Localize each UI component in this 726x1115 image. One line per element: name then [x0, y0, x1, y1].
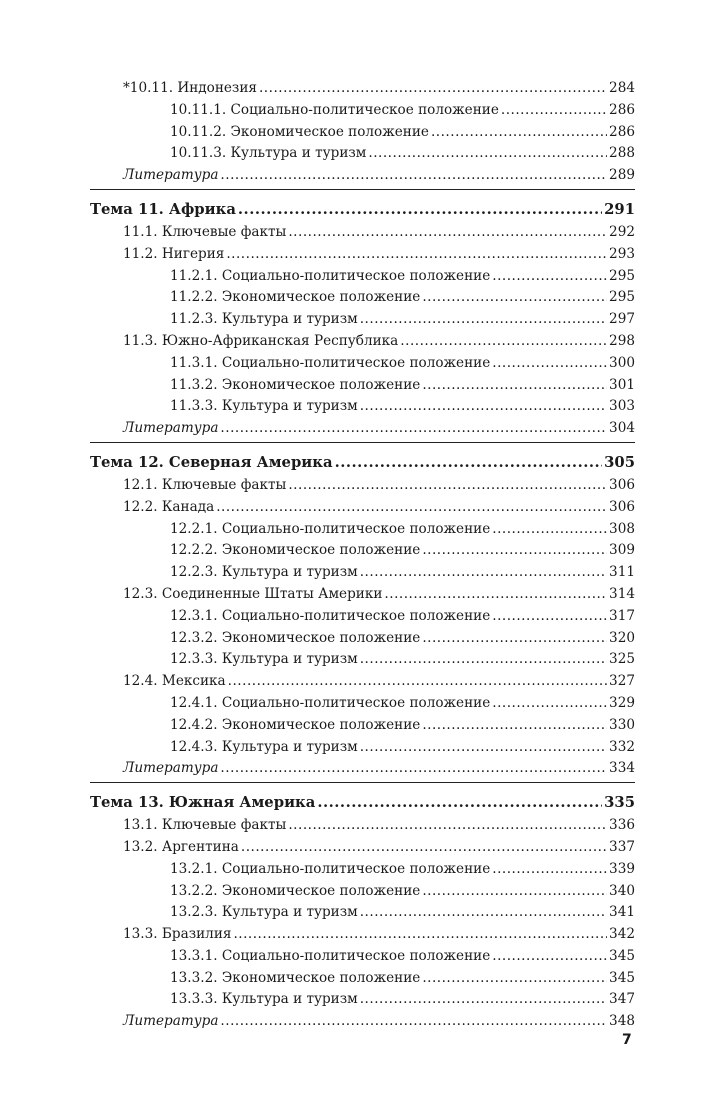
- toc-entry-title: 10.11.1. Социально-политическое положение: [170, 101, 499, 118]
- toc-entry-page: 335: [604, 794, 635, 812]
- toc-entry: [90, 222, 635, 244]
- toc-entry-page: 348: [609, 1013, 635, 1030]
- toc-entry: [90, 519, 635, 541]
- dot-leader: [422, 968, 607, 990]
- toc-entry-title: 13.2.3. Культура и туризм: [170, 904, 358, 921]
- toc-entry-title: 12.2. Канада: [123, 498, 215, 515]
- section-divider: [90, 782, 635, 783]
- dot-leader: [360, 902, 607, 924]
- toc-entry-title: 11.2.1. Социально-политическое положение: [170, 267, 491, 284]
- dot-leader: [226, 244, 607, 266]
- toc-entry-page: 332: [609, 738, 635, 755]
- toc-entry-page: 303: [609, 398, 635, 415]
- toc-entry: [90, 671, 635, 693]
- toc-entry: [90, 540, 635, 562]
- toc-entry-title: 11.3.1. Социально-политическое положение: [170, 354, 491, 371]
- toc-entry: [90, 758, 635, 780]
- toc-entry-title: Литература: [123, 1013, 219, 1030]
- toc-entry-page: 306: [609, 498, 635, 515]
- toc-entry-page: 345: [609, 969, 635, 986]
- dot-leader: [288, 815, 607, 837]
- dot-leader: [220, 758, 607, 780]
- toc-entry-page: 295: [609, 289, 635, 306]
- toc-entry-title: 11.3.3. Культура и туризм: [170, 398, 358, 415]
- toc-entry-title: 12.4.2. Экономическое положение: [170, 716, 421, 733]
- dot-leader: [492, 946, 607, 968]
- dot-leader: [335, 450, 603, 475]
- dot-leader: [228, 671, 607, 693]
- toc-entry-title: 13.3.3. Культура и туризм: [170, 991, 358, 1008]
- section-divider: [90, 442, 635, 443]
- toc-entry-title: 13.1. Ключевые факты: [123, 817, 287, 834]
- dot-leader: [216, 497, 607, 519]
- toc-entry-page: 284: [609, 80, 635, 96]
- toc-entry-title: 12.4.1. Социально-политическое положение: [170, 694, 491, 711]
- toc-entry: [90, 266, 635, 288]
- dot-leader: [317, 790, 602, 815]
- toc-entry: [90, 715, 635, 737]
- toc-entry: [90, 418, 635, 440]
- dot-leader: [241, 837, 607, 859]
- toc-entry-page: 347: [609, 991, 635, 1008]
- toc-entry-page: 300: [609, 354, 635, 371]
- dot-leader: [422, 715, 607, 737]
- toc-entry-page: 301: [609, 376, 635, 393]
- toc-entry-page: 314: [609, 585, 635, 602]
- toc-entry-page: 305: [604, 453, 635, 471]
- toc-entry: [90, 562, 635, 584]
- toc-entry: [90, 902, 635, 924]
- toc-entry: [90, 497, 635, 519]
- dot-leader: [220, 1011, 607, 1033]
- dot-leader: [492, 606, 607, 628]
- toc-entry-page: 336: [609, 817, 635, 834]
- dot-leader: [259, 78, 607, 100]
- dot-leader: [422, 540, 607, 562]
- dot-leader: [360, 989, 607, 1011]
- toc-entry-page: 329: [609, 694, 635, 711]
- toc-entry-page: 286: [609, 123, 635, 140]
- toc-entry-title: 12.2.3. Культура и туризм: [170, 564, 358, 581]
- toc-entry: [90, 309, 635, 331]
- toc-entry: [90, 606, 635, 628]
- toc-entry-page: 297: [609, 311, 635, 328]
- toc-entry-page: 317: [609, 607, 635, 624]
- toc-entry-title: 13.2.1. Социально-политическое положение: [170, 860, 491, 877]
- dot-leader: [422, 375, 607, 397]
- toc-entry-title: Тема 11. Африка: [90, 200, 236, 218]
- toc-entry: [90, 244, 635, 266]
- toc-entry: [90, 946, 635, 968]
- toc-entry-page: 327: [609, 673, 635, 690]
- toc-entry-title: 10.11.3. Культура и туризм: [170, 145, 367, 162]
- dot-leader: [422, 881, 607, 903]
- toc-entry: [90, 1011, 635, 1033]
- toc-entry: [90, 165, 635, 187]
- toc-entry-page: 320: [609, 629, 635, 646]
- toc-entry-page: 309: [609, 542, 635, 559]
- dot-leader: [422, 287, 607, 309]
- toc-entry-page: 311: [609, 564, 635, 581]
- toc-entry-title: 12.3. Соединенные Штаты Америки: [123, 585, 383, 602]
- toc-entry-title: 13.2.2. Экономическое положение: [170, 882, 421, 899]
- dot-leader: [360, 649, 607, 671]
- toc-entry-title: Литература: [123, 420, 219, 437]
- dot-leader: [422, 628, 607, 650]
- toc-entry: [90, 693, 635, 715]
- toc-entry-title: 12.2.2. Экономическое положение: [170, 542, 421, 559]
- toc-entry-title: 12.4. Мексика: [123, 673, 226, 690]
- toc-entry: [90, 628, 635, 650]
- toc-entry-page: 334: [609, 760, 635, 777]
- toc-entry: [90, 287, 635, 309]
- toc-entry-page: 337: [609, 838, 635, 855]
- toc-entry-title: 11.1. Ключевые факты: [123, 223, 287, 240]
- dot-leader: [360, 562, 607, 584]
- dot-leader: [492, 859, 607, 881]
- section-divider: [90, 189, 635, 190]
- toc-entry-title: 11.3. Южно-Африканская Республика: [123, 332, 399, 349]
- toc-entry-page: 304: [609, 420, 635, 437]
- dot-leader: [238, 197, 602, 222]
- toc-entry: [90, 375, 635, 397]
- toc-entry-title: 13.3.1. Социально-политическое положение: [170, 947, 491, 964]
- toc-entry-title: Литература: [123, 167, 219, 184]
- toc-entry-title: 12.3.3. Культура и туризм: [170, 651, 358, 668]
- toc-entry-page: 345: [609, 947, 635, 964]
- toc-topic-entry: [90, 197, 635, 222]
- toc-entry-page: 291: [604, 200, 635, 218]
- dot-leader: [360, 396, 607, 418]
- toc-entry-title: Тема 12. Северная Америка: [90, 453, 333, 471]
- toc-entry-title: 13.3. Бразилия: [123, 926, 232, 943]
- toc-entry-title: 12.4.3. Культура и туризм: [170, 738, 358, 755]
- toc-topic-entry: [90, 790, 635, 815]
- toc-entry: [90, 815, 635, 837]
- toc-entry-page: 325: [609, 651, 635, 668]
- toc-entry-title: 11.3.2. Экономическое положение: [170, 376, 421, 393]
- toc-entry-title: *10.11. Индонезия: [123, 80, 257, 96]
- toc-entry-title: Литература: [123, 760, 219, 777]
- toc-entry: [90, 78, 635, 100]
- dot-leader: [220, 418, 607, 440]
- dot-leader: [368, 143, 607, 165]
- toc-entry-page: 342: [609, 926, 635, 943]
- toc-topic-entry: [90, 450, 635, 475]
- dot-leader: [360, 309, 607, 331]
- toc-entry-page: 330: [609, 716, 635, 733]
- toc-entry-page: 339: [609, 860, 635, 877]
- toc-entry-page: 288: [609, 145, 635, 162]
- toc-entry: [90, 584, 635, 606]
- dot-leader: [400, 331, 607, 353]
- toc-entry: [90, 475, 635, 497]
- toc-entry-title: 13.3.2. Экономическое положение: [170, 969, 421, 986]
- dot-leader: [492, 353, 607, 375]
- toc-entry-title: 12.1. Ключевые факты: [123, 476, 287, 493]
- toc-entry-page: 289: [609, 167, 635, 184]
- dot-leader: [384, 584, 607, 606]
- toc-entry: [90, 100, 635, 122]
- dot-leader: [492, 266, 607, 288]
- toc-entry: [90, 143, 635, 165]
- toc-entry: [90, 353, 635, 375]
- toc-entry-page: 286: [609, 101, 635, 118]
- toc-entry: [90, 859, 635, 881]
- toc-entry-page: 293: [609, 245, 635, 262]
- dot-leader: [288, 475, 607, 497]
- toc-entry-page: 295: [609, 267, 635, 284]
- toc-entry: [90, 122, 635, 144]
- toc-entry-page: 292: [609, 223, 635, 240]
- toc-entry: [90, 837, 635, 859]
- toc-entry-title: 12.2.1. Социально-политическое положение: [170, 520, 491, 537]
- toc-entry: [90, 989, 635, 1011]
- toc-entry: [90, 396, 635, 418]
- table-of-contents: [90, 78, 635, 1033]
- dot-leader: [492, 693, 607, 715]
- toc-entry-title: 11.2.2. Экономическое положение: [170, 289, 421, 306]
- toc-entry-page: 298: [609, 332, 635, 349]
- toc-entry-page: 306: [609, 476, 635, 493]
- toc-entry-title: 12.3.2. Экономическое положение: [170, 629, 421, 646]
- toc-entry-page: 341: [609, 904, 635, 921]
- dot-leader: [220, 165, 607, 187]
- toc-entry: [90, 649, 635, 671]
- toc-entry-title: Тема 13. Южная Америка: [90, 794, 316, 812]
- toc-entry-title: 10.11.2. Экономическое положение: [170, 123, 429, 140]
- dot-leader: [501, 100, 607, 122]
- toc-entry-title: 12.3.1. Социально-политическое положение: [170, 607, 491, 624]
- dot-leader: [492, 519, 607, 541]
- toc-entry-title: 11.2.3. Культура и туризм: [170, 311, 358, 328]
- toc-entry: [90, 737, 635, 759]
- toc-entry-page: 340: [609, 882, 635, 899]
- dot-leader: [233, 924, 607, 946]
- page-number: 7: [622, 1032, 632, 1048]
- toc-entry-title: 11.2. Нигерия: [123, 245, 225, 262]
- toc-entry: [90, 331, 635, 353]
- toc-entry: [90, 968, 635, 990]
- dot-leader: [288, 222, 607, 244]
- dot-leader: [431, 122, 607, 144]
- toc-entry-page: 308: [609, 520, 635, 537]
- toc-entry: [90, 924, 635, 946]
- dot-leader: [360, 737, 607, 759]
- toc-entry: [90, 881, 635, 903]
- toc-entry-title: 13.2. Аргентина: [123, 838, 239, 855]
